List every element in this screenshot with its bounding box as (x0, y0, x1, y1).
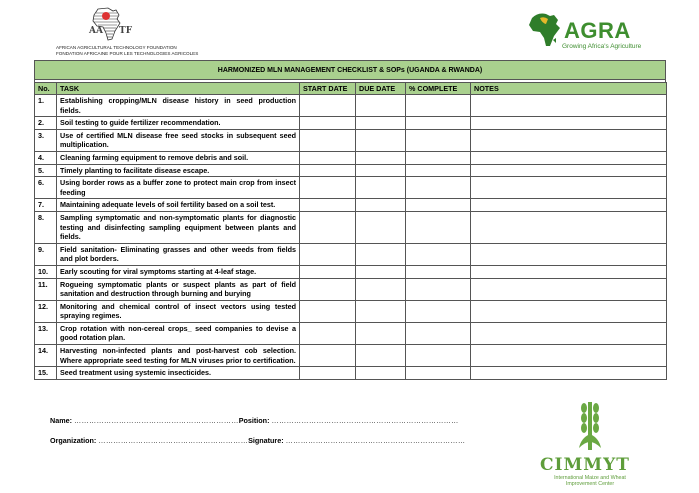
task-description: Crop rotation with non-cereal crops_ seed companies to devise a good rotation plan. (57, 322, 300, 344)
africa-silhouette-icon (526, 10, 566, 50)
percent-complete-cell[interactable] (406, 211, 471, 243)
task-description: Cleaning farming equipment to remove debris and soil. (57, 151, 300, 164)
task-description: Timely planting to facilitate disease escape. (57, 164, 300, 177)
start-date-cell[interactable] (300, 95, 356, 117)
percent-complete-cell[interactable] (406, 367, 471, 380)
checklist-table (34, 82, 667, 380)
task-number: 3. (35, 129, 57, 151)
cimmyt-wordmark: CIMMYT (540, 455, 630, 475)
col-header-percent-complete: % COMPLETE (406, 83, 471, 95)
agra-wordmark: AGRA (564, 18, 631, 43)
table-row (35, 95, 667, 117)
task-number: 14. (35, 345, 57, 367)
task-number: 11. (35, 278, 57, 300)
position-field[interactable]: ………………………………………………………………… (271, 416, 459, 425)
notes-cell[interactable] (471, 177, 667, 199)
due-date-cell[interactable] (356, 177, 406, 199)
task-number: 15. (35, 367, 57, 380)
cimmyt-logo (530, 400, 650, 490)
table-row (35, 345, 667, 367)
task-number: 10. (35, 265, 57, 278)
task-description: Using border rows as a buffer zone to protect main crop from insect feeding (57, 177, 300, 199)
agra-logo (526, 10, 646, 56)
start-date-cell[interactable] (300, 129, 356, 151)
task-number: 12. (35, 300, 57, 322)
notes-cell[interactable] (471, 164, 667, 177)
start-date-cell[interactable] (300, 278, 356, 300)
percent-complete-cell[interactable] (406, 129, 471, 151)
task-number: 5. (35, 164, 57, 177)
percent-complete-cell[interactable] (406, 117, 471, 130)
col-header-notes: NOTES (471, 83, 667, 95)
table-row (35, 265, 667, 278)
table-row (35, 367, 667, 380)
notes-cell[interactable] (471, 278, 667, 300)
table-row (35, 177, 667, 199)
task-number: 8. (35, 211, 57, 243)
notes-cell[interactable] (471, 243, 667, 265)
notes-cell[interactable] (471, 129, 667, 151)
percent-complete-cell[interactable] (406, 164, 471, 177)
wheat-maize-icon (577, 400, 603, 452)
task-description: Establishing cropping/MLN disease history in seed production fields. (57, 95, 300, 117)
due-date-cell[interactable] (356, 243, 406, 265)
checklist-sheet (34, 60, 666, 380)
due-date-cell[interactable] (356, 199, 406, 212)
organization-signature-line (50, 436, 465, 445)
due-date-cell[interactable] (356, 151, 406, 164)
organization-field[interactable]: …………………………………………………… (98, 436, 249, 445)
task-number: 1. (35, 95, 57, 117)
start-date-cell[interactable] (300, 211, 356, 243)
table-row (35, 322, 667, 344)
africa-map-icon (88, 6, 124, 42)
percent-complete-cell[interactable] (406, 300, 471, 322)
percent-complete-cell[interactable] (406, 345, 471, 367)
percent-complete-cell[interactable] (406, 265, 471, 278)
percent-complete-cell[interactable] (406, 177, 471, 199)
table-row (35, 243, 667, 265)
start-date-cell[interactable] (300, 177, 356, 199)
task-description: Use of certified MLN disease free seed stocks in subsequent seed multiplication. (57, 129, 300, 151)
start-date-cell[interactable] (300, 117, 356, 130)
start-date-cell[interactable] (300, 300, 356, 322)
percent-complete-cell[interactable] (406, 243, 471, 265)
header-row (35, 83, 667, 95)
notes-cell[interactable] (471, 199, 667, 212)
due-date-cell[interactable] (356, 322, 406, 344)
task-description: Rogueing symptomatic plants or suspect plants as part of field sanitation and destruction through burning and burying (57, 278, 300, 300)
table-row (35, 278, 667, 300)
start-date-cell[interactable] (300, 164, 356, 177)
aatf-logo (56, 6, 199, 56)
due-date-cell[interactable] (356, 265, 406, 278)
table-row (35, 129, 667, 151)
name-label: Name: (50, 416, 72, 425)
col-header-task: TASK (57, 83, 300, 95)
position-label: Position: (238, 416, 270, 425)
task-description: Field sanitation- Eliminating grasses and other weeds from fields and plot borders. (57, 243, 300, 265)
start-date-cell[interactable] (300, 322, 356, 344)
task-description: Seed treatment using systemic insecticides. (57, 367, 300, 380)
col-header-due-date: DUE DATE (356, 83, 406, 95)
percent-complete-cell[interactable] (406, 322, 471, 344)
due-date-cell[interactable] (356, 117, 406, 130)
aatf-name-en: AFRICAN AGRICULTURAL TECHNOLOGY FOUNDATION (56, 45, 177, 50)
start-date-cell[interactable] (300, 265, 356, 278)
due-date-cell[interactable] (356, 367, 406, 380)
due-date-cell[interactable] (356, 300, 406, 322)
task-description: Sampling symptomatic and non-symptomatic plants for diagnostic testing and disinfecting sampling equipment between plants and fields. (57, 211, 300, 243)
col-header-no: No. (35, 83, 57, 95)
task-description: Early scouting for viral symptoms starting at 4-leaf stage. (57, 265, 300, 278)
start-date-cell[interactable] (300, 243, 356, 265)
due-date-cell[interactable] (356, 211, 406, 243)
due-date-cell[interactable] (356, 164, 406, 177)
start-date-cell[interactable] (300, 199, 356, 212)
cimmyt-subtitle-line2: Improvement Center (565, 481, 615, 488)
signature-label: Signature: (248, 436, 284, 445)
task-number: 2. (35, 117, 57, 130)
task-description: Soil testing to guide fertilizer recommendation. (57, 117, 300, 130)
aatf-name (56, 45, 199, 56)
start-date-cell[interactable] (300, 151, 356, 164)
notes-cell[interactable] (471, 211, 667, 243)
organization-label: Organization: (50, 436, 97, 445)
task-number: 7. (35, 199, 57, 212)
name-field[interactable]: ………………………………………………………… (73, 416, 239, 425)
notes-cell[interactable] (471, 322, 667, 344)
notes-cell[interactable] (471, 300, 667, 322)
signature-field[interactable]: ……………………………………………………………… (285, 436, 466, 445)
notes-cell[interactable] (471, 117, 667, 130)
percent-complete-cell[interactable] (406, 95, 471, 117)
percent-complete-cell[interactable] (406, 151, 471, 164)
notes-cell[interactable] (471, 265, 667, 278)
percent-complete-cell[interactable] (406, 199, 471, 212)
due-date-cell[interactable] (356, 345, 406, 367)
notes-cell[interactable] (471, 151, 667, 164)
percent-complete-cell[interactable] (406, 278, 471, 300)
due-date-cell[interactable] (356, 278, 406, 300)
table-row (35, 151, 667, 164)
task-number: 6. (35, 177, 57, 199)
aatf-name-fr: FONDATION AFRICAINE POUR LES TECHNOLOGIES AGRICOLES (56, 50, 199, 56)
table-row (35, 199, 667, 212)
cimmyt-subtitle (530, 475, 650, 488)
notes-cell[interactable] (471, 345, 667, 367)
agra-tagline: Growing Africa's Agriculture (562, 43, 642, 50)
table-row (35, 117, 667, 130)
name-position-line (50, 416, 459, 425)
checklist-title: HARMONIZED MLN MANAGEMENT CHECKLIST & SOPs (UGANDA & RWANDA) (34, 60, 666, 80)
start-date-cell[interactable] (300, 345, 356, 367)
task-number: 13. (35, 322, 57, 344)
cimmyt-subtitle-line1: International Maize and Wheat (554, 475, 626, 481)
due-date-cell[interactable] (356, 129, 406, 151)
table-row (35, 300, 667, 322)
col-header-start-date: START DATE (300, 83, 356, 95)
task-number: 9. (35, 243, 57, 265)
due-date-cell[interactable] (356, 95, 406, 117)
aatf-letters-left: AA (89, 26, 103, 36)
aatf-letters-right: TF (119, 26, 133, 36)
task-description: Harvesting non-infected plants and post-harvest cob selection. Where appropriate seed testing for MLN viruses prior to certification. (57, 345, 300, 367)
notes-cell[interactable] (471, 367, 667, 380)
start-date-cell[interactable] (300, 367, 356, 380)
task-description: Monitoring and chemical control of insect vectors using tested spraying regimes. (57, 300, 300, 322)
table-row (35, 164, 667, 177)
notes-cell[interactable] (471, 95, 667, 117)
task-description: Maintaining adequate levels of soil fertility based on a soil test. (57, 199, 300, 212)
task-number: 4. (35, 151, 57, 164)
table-row (35, 211, 667, 243)
